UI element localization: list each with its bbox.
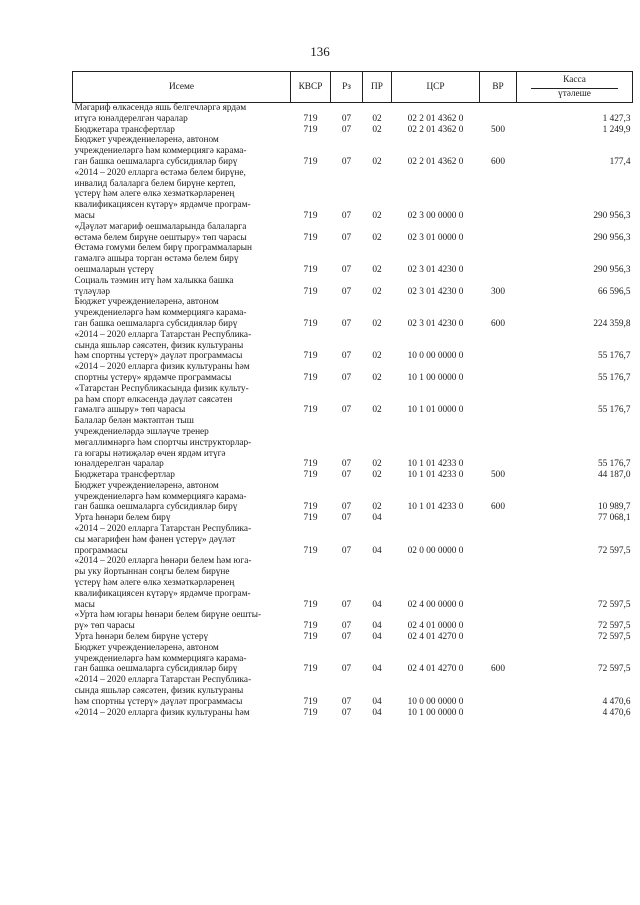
row-rz: 07 (341, 621, 352, 632)
row-csr: 02 4 01 0000 0 (407, 621, 464, 632)
row-rz: 07 (341, 318, 352, 329)
row-rz: 07 (341, 599, 352, 610)
row-kvsr: 719 (303, 318, 318, 329)
row-name-line: га югары нәтиҗәләр өчен ярдәм итүгә (74, 448, 226, 459)
row-rz: 07 (341, 232, 352, 243)
table-row (73, 632, 633, 643)
row-pr: 02 (372, 372, 382, 383)
row-kvsr: 719 (303, 707, 318, 718)
row-name-line: «2014 – 2020 елларга физик культураны һәм (74, 362, 250, 373)
budget-table (72, 71, 633, 718)
row-pr: 02 (372, 264, 382, 275)
row-csr: 10 0 00 0000 0 (407, 696, 464, 707)
row-vr (480, 632, 517, 643)
row-vr (480, 513, 517, 524)
row-name (73, 643, 291, 675)
row-name (73, 297, 291, 329)
row-name (73, 135, 291, 167)
row-pr: 04 (372, 707, 382, 718)
row-name-line: «2014 – 2020 елларга Татарстан Республика- (74, 329, 252, 340)
row-sum: 55 176,7 (597, 351, 631, 362)
row-vr: 500 (491, 124, 505, 135)
row-name-line: ра һәм спорт өлкәсендә дәүләт сәясәтен (74, 394, 233, 405)
row-rz: 07 (341, 372, 352, 383)
row-kvsr: 719 (303, 621, 318, 632)
row-sum: 77 068,1 (597, 513, 631, 524)
row-sum: 72 597,5 (597, 632, 631, 643)
row-sum: 290 956,3 (593, 264, 631, 275)
row-name (73, 556, 291, 610)
header-kvsr: КВСР (291, 72, 331, 103)
row-name-line: оешмаларын үстерү (74, 264, 154, 275)
row-name-line: мөгаллимнәргә һәм спортчы инструкторлар- (74, 437, 252, 448)
table-row (73, 168, 633, 222)
row-name-line: Бюджет учреждениеләренә, автоном (74, 135, 219, 146)
row-pr: 02 (372, 459, 382, 470)
row-kvsr: 719 (303, 664, 318, 675)
row-pr: 02 (372, 470, 382, 481)
row-csr: 02 3 00 0000 0 (407, 210, 464, 221)
table-row (73, 384, 633, 416)
row-sum: 4 470,6 (602, 707, 631, 718)
row-rz: 07 (341, 545, 352, 556)
table-row (73, 470, 633, 481)
row-pr: 04 (372, 696, 382, 707)
row-csr: 10 1 01 0000 0 (407, 405, 464, 416)
row-name (73, 470, 291, 481)
table-row (73, 524, 633, 556)
row-csr: 02 4 00 0000 0 (407, 599, 464, 610)
row-name-line: Балалар белән мәктәптән тыш (74, 416, 194, 427)
row-sum: 55 176,7 (597, 405, 631, 416)
row-name-line: Бюджет учреждениеләренә, автоном (74, 480, 219, 491)
row-vr: 600 (491, 502, 505, 513)
row-name (73, 222, 291, 244)
row-sum: 66 596,5 (597, 286, 631, 297)
header-cash (517, 72, 633, 103)
row-rz: 07 (341, 513, 352, 524)
row-vr: 600 (491, 664, 505, 675)
row-csr: 10 1 00 0000 0 (407, 707, 464, 718)
row-rz: 07 (341, 632, 352, 643)
row-name-line: түләүләр (74, 286, 111, 297)
row-vr: 500 (491, 470, 505, 481)
table-row (73, 708, 633, 719)
row-pr: 04 (372, 632, 382, 643)
page-number: 136 (310, 44, 330, 59)
row-vr (480, 362, 517, 384)
table-row (73, 243, 633, 275)
row-name-line: өстәмә белем бирүне оештыру» төп чарасы (74, 232, 247, 243)
table-header (73, 72, 633, 103)
row-name (73, 632, 291, 643)
row-pr: 02 (372, 124, 382, 135)
row-kvsr: 719 (303, 545, 318, 556)
row-sum: 72 597,5 (597, 621, 631, 632)
row-vr (480, 556, 517, 610)
row-pr: 02 (372, 232, 382, 243)
row-kvsr: 719 (303, 210, 318, 221)
row-kvsr: 719 (303, 286, 318, 297)
row-csr: 02 3 01 4230 0 (407, 286, 464, 297)
row-rz: 07 (341, 156, 352, 167)
row-name-line: «2014 – 2020 елларга Татарстан Республика- (74, 524, 252, 535)
row-name-line: Бюджет учреждениеләренә, автоном (74, 642, 219, 653)
row-name (73, 103, 291, 125)
row-name-line: «Урта һәм югары һөнәри белем бирүне оешты- (74, 610, 262, 621)
row-pr: 02 (372, 113, 382, 124)
row-sum: 72 597,5 (597, 599, 631, 610)
row-name-line: үстерү һәм әлеге өлкә хезмәткәрләренең (74, 189, 235, 200)
row-rz: 07 (341, 707, 352, 718)
row-name-line: итүгә юнәлдерелгән чаралар (74, 113, 188, 124)
row-name (73, 384, 291, 416)
row-name-line: гамәлгә ашыра торган өстәмә белем бирү (74, 254, 239, 265)
row-sum: 224 359,8 (593, 318, 631, 329)
row-vr: 600 (491, 156, 505, 167)
row-csr: 02 4 01 4270 0 (407, 664, 464, 675)
row-pr: 02 (372, 156, 382, 167)
table-row (73, 513, 633, 524)
row-kvsr: 719 (303, 502, 318, 513)
row-rz: 07 (341, 502, 352, 513)
table-row (73, 297, 633, 329)
row-name-line: «2014 – 2020 елларга һөнәри белем һәм юга- (74, 556, 252, 567)
row-pr: 04 (372, 599, 382, 610)
row-name-line: программасы (74, 545, 128, 556)
row-rz: 07 (341, 286, 352, 297)
header-cash-line1: Касса (563, 74, 586, 85)
row-name (73, 524, 291, 556)
row-csr: 02 2 01 4362 0 (407, 124, 464, 135)
row-name-line: үстерү һәм әлеге өлкә хезмәткәрләренең (74, 578, 235, 589)
row-name-line: Бюджет учреждениеләренә, автоном (74, 297, 219, 308)
row-pr: 02 (372, 502, 382, 513)
table-row (73, 125, 633, 136)
row-name-line: учреждениеләргә һәм коммерциягә карама- (74, 653, 247, 664)
row-name (73, 362, 291, 384)
row-rz: 07 (341, 351, 352, 362)
row-rz: 07 (341, 124, 352, 135)
row-kvsr: 719 (303, 470, 318, 481)
row-kvsr: 719 (303, 372, 318, 383)
row-name-line: Урта һөнәри белем бирү (74, 513, 171, 524)
row-name (73, 708, 291, 719)
row-csr: 10 1 01 4233 0 (407, 459, 464, 470)
row-pr: 04 (372, 664, 382, 675)
row-sum: 10 989,7 (597, 502, 631, 513)
row-csr: 02 3 01 0000 0 (407, 232, 464, 243)
row-rz: 07 (341, 459, 352, 470)
header-cash-line2: үтәлеше (531, 88, 618, 100)
row-rz: 07 (341, 210, 352, 221)
row-vr (480, 222, 517, 244)
row-name (73, 610, 291, 632)
row-pr: 04 (372, 513, 382, 524)
row-name-line: учреждениеләргә һәм коммерциягә карама- (74, 491, 247, 502)
row-name-line: «Татарстан Республикасында физик культу- (74, 383, 249, 394)
row-name-line: «2014 – 2020 елларга Татарстан Республика- (74, 675, 252, 686)
row-kvsr: 719 (303, 405, 318, 416)
row-sum: 290 956,3 (593, 232, 631, 243)
table-row (73, 103, 633, 125)
row-name-line: квалификациясен күтәрү» ярдәмче програм- (74, 200, 251, 211)
row-name-line: ган башка оешмаларга субсидияләр бирү (74, 156, 238, 167)
row-name-line: учреждениеләрдә эшләүче тренер (74, 426, 209, 437)
row-pr: 02 (372, 318, 382, 329)
header-rz: Рз (331, 72, 363, 103)
row-vr (480, 243, 517, 275)
row-vr (480, 103, 517, 125)
row-name-line: масы (74, 599, 95, 610)
row-vr: 600 (491, 318, 505, 329)
row-pr: 04 (372, 545, 382, 556)
row-sum: 55 176,7 (597, 459, 631, 470)
table-row (73, 276, 633, 298)
row-vr (480, 610, 517, 632)
row-name-line: инвалид балаларга белем бирүне кертеп, (74, 178, 236, 189)
row-name-line: учреждениеләргә һәм коммерциягә карама- (74, 146, 247, 157)
table-row (73, 643, 633, 675)
row-kvsr: 719 (303, 232, 318, 243)
table-row (73, 675, 633, 707)
row-kvsr: 719 (303, 513, 318, 524)
row-vr (480, 675, 517, 707)
row-name-line: учреждениеләргә һәм коммерциягә карама- (74, 308, 247, 319)
row-name-line: Урта һөнәри белем бирүне үстерү (74, 632, 209, 643)
row-name-line: һәм спортны үстерү» дәүләт программасы (74, 351, 243, 362)
row-name-line: сы мәгарифен һәм фәнен үстерү» дәүләт (74, 534, 236, 545)
row-kvsr: 719 (303, 124, 318, 135)
row-csr: 02 3 01 4230 0 (407, 318, 464, 329)
row-sum: 72 597,5 (597, 664, 631, 675)
row-csr: 02 0 00 0000 0 (407, 545, 464, 556)
row-name-line: «2014 – 2020 елларга физик культураны һәм (74, 707, 250, 718)
row-pr: 02 (372, 286, 382, 297)
row-name-line: гамәлгә ашыру» төп чарасы (74, 405, 186, 416)
row-name (73, 513, 291, 524)
row-name (73, 276, 291, 298)
row-name-line: ры уку йортыннан соңгы белем бирүне (74, 567, 230, 578)
table-row (73, 135, 633, 167)
header-csr: ЦСР (392, 72, 480, 103)
row-rz: 07 (341, 664, 352, 675)
row-kvsr: 719 (303, 113, 318, 124)
row-rz: 07 (341, 264, 352, 275)
row-name-line: Бюджетара трансфертлар (74, 124, 175, 135)
row-pr: 04 (372, 621, 382, 632)
row-csr (392, 513, 480, 524)
row-vr (480, 168, 517, 222)
row-sum: 177,4 (609, 156, 631, 167)
row-csr: 10 1 01 4233 0 (407, 502, 464, 513)
row-name-line: Бюджетара трансфертлар (74, 470, 175, 481)
row-vr (480, 330, 517, 362)
row-sum: 44 187,0 (597, 470, 631, 481)
row-kvsr: 719 (303, 264, 318, 275)
row-name-line: ган башка оешмаларга субсидияләр бирү (74, 502, 238, 513)
table-row (73, 416, 633, 470)
table-row (73, 362, 633, 384)
row-name-line: «2014 – 2020 елларга өстәмә белем бирүне, (74, 167, 246, 178)
row-name-line: сында яшьләр сәясәтен, физик культураны (74, 340, 244, 351)
row-kvsr: 719 (303, 632, 318, 643)
row-name-line: сында яшьләр сәясәтен, физик культураны (74, 686, 244, 697)
row-rz: 07 (341, 113, 352, 124)
row-name-line: квалификациясен күтәрү» ярдәмче програм- (74, 588, 251, 599)
row-name-line: «Дәүләт мәгариф оешмаларында балаларга (74, 221, 247, 232)
table-row (73, 556, 633, 610)
row-name-line: юнәлдерелгән чаралар (74, 459, 164, 470)
row-name (73, 416, 291, 470)
row-name (73, 243, 291, 275)
header-name: Исеме (73, 72, 291, 103)
header-pr: ПР (363, 72, 392, 103)
row-name-line: ган башка оешмаларга субсидияләр бирү (74, 318, 238, 329)
row-sum: 1 249,9 (602, 124, 631, 135)
row-csr: 10 1 00 0000 0 (407, 372, 464, 383)
row-vr (480, 416, 517, 470)
row-name-line: Өстәмә гомуми белем бирү программаларын (74, 243, 252, 254)
row-csr: 02 2 01 4362 0 (407, 156, 464, 167)
row-name (73, 125, 291, 136)
row-sum: 4 470,6 (602, 696, 631, 707)
row-name (73, 675, 291, 707)
row-kvsr: 719 (303, 696, 318, 707)
table-row (73, 481, 633, 513)
row-sum: 55 176,7 (597, 372, 631, 383)
row-name (73, 330, 291, 362)
header-vr: ВР (480, 72, 517, 103)
row-csr: 02 3 01 4230 0 (407, 264, 464, 275)
row-rz: 07 (341, 405, 352, 416)
row-name-line: Мәгариф өлкәсендә яшь белгечләргә ярдәм (74, 103, 247, 113)
row-sum: 1 427,3 (602, 113, 631, 124)
row-name (73, 168, 291, 222)
row-name-line: ган башка оешмаларга субсидияләр бирү (74, 664, 238, 675)
table-row (73, 222, 633, 244)
row-name-line: спортны үстерү» ярдәмче программасы (74, 372, 232, 383)
row-kvsr: 719 (303, 599, 318, 610)
row-kvsr: 719 (303, 459, 318, 470)
row-vr (480, 384, 517, 416)
row-pr: 02 (372, 210, 382, 221)
row-sum: 290 956,3 (593, 210, 631, 221)
row-vr (480, 708, 517, 719)
row-name-line: һәм спортны үстерү» дәүләт программасы (74, 696, 243, 707)
row-name-line: рү» төп чарасы (74, 621, 135, 632)
row-kvsr: 719 (303, 156, 318, 167)
row-rz: 07 (341, 470, 352, 481)
row-name-line: Социаль тәэмин итү һәм халыкка башка (74, 275, 234, 286)
row-vr (480, 524, 517, 556)
row-pr: 02 (372, 405, 382, 416)
row-csr: 10 0 00 0000 0 (407, 351, 464, 362)
row-csr: 02 2 01 4362 0 (407, 113, 464, 124)
table-body (73, 103, 633, 719)
row-csr: 02 4 01 4270 0 (407, 632, 464, 643)
table-row (73, 330, 633, 362)
row-rz: 07 (341, 696, 352, 707)
row-kvsr: 719 (303, 351, 318, 362)
row-sum: 72 597,5 (597, 545, 631, 556)
row-vr: 300 (491, 286, 505, 297)
row-name (73, 481, 291, 513)
row-pr: 02 (372, 351, 382, 362)
table-row (73, 610, 633, 632)
row-name-line: масы (74, 210, 95, 221)
row-csr: 10 1 01 4233 0 (407, 470, 464, 481)
